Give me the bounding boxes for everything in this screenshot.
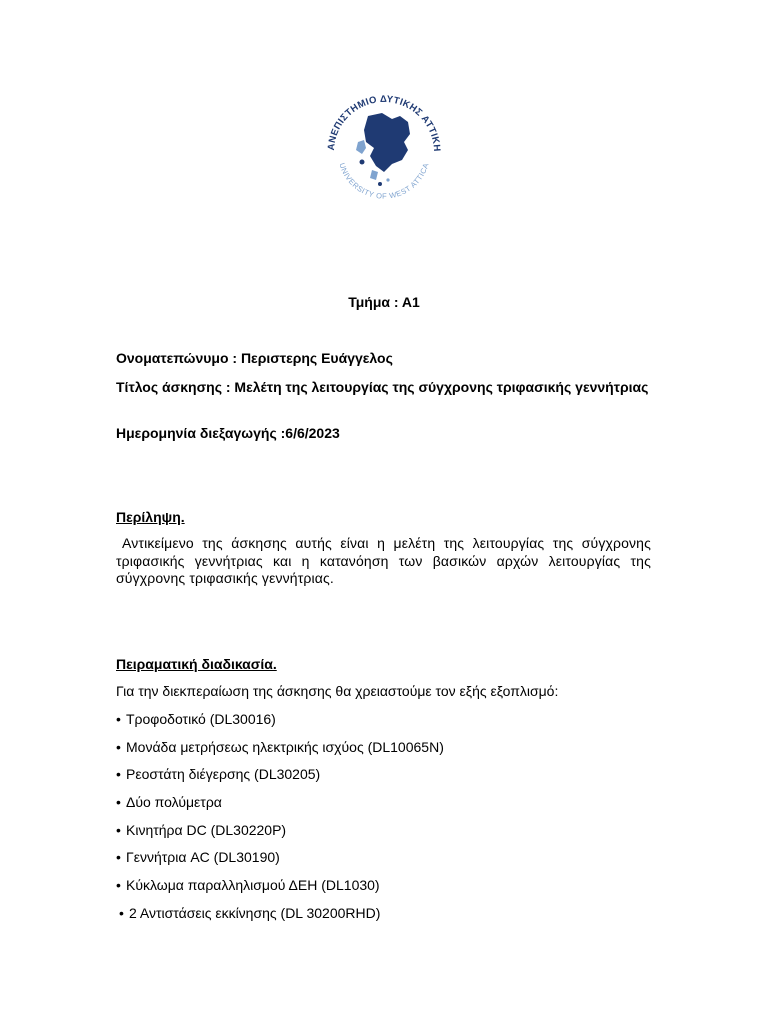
bullet-icon: •: [116, 738, 121, 755]
equipment-item: Δύο πολύμετρα: [126, 794, 222, 811]
list-item: [116, 822, 444, 850]
procedure-heading: Πειραματική διαδικασία.: [116, 656, 277, 672]
bullet-icon: •: [116, 711, 121, 727]
procedure-intro: Για την διεκπεραίωση της άσκησης θα χρειαστούμε τον εξής εξοπλισμό:: [116, 683, 559, 699]
list-item: [116, 849, 444, 877]
student-name: Ονοματεπώνυμο : Περιστερης Ευάγγελος: [116, 350, 393, 366]
bullet-icon: •: [116, 821, 121, 838]
equipment-item: Ρεοστάτη διέγερσης (DL30205): [126, 766, 321, 783]
equipment-list: [116, 711, 444, 933]
equipment-item: Κύκλωμα παραλληλισμού ΔΕΗ (DL1030): [126, 877, 380, 894]
summary-text: Αντικείμενο της άσκησης αυτής είναι η μελέτη της λειτουργίας της σύγχρονης τριφασικής γεννήτριας και η κατανόηση των βασικών αρχών λειτουργίας της σύγχρονης τριφασικής γεννήτριας.: [116, 535, 651, 586]
bullet-icon: •: [116, 794, 121, 811]
exercise-date: Ημερομηνία διεξαγωγής :6/6/2023: [116, 425, 340, 441]
bullet-icon: •: [119, 904, 124, 921]
list-item: [116, 905, 444, 933]
university-seal-icon: [318, 86, 450, 218]
exercise-title: Τίτλος άσκησης : Μελέτη της λειτουργίας της σύγχρονης τριφασικής γεννήτριας: [116, 379, 649, 395]
svg-text:UNIVERSITY OF WEST ATTICA: UNIVERSITY OF WEST ATTICA: [337, 161, 431, 201]
university-logo: [318, 86, 450, 218]
list-item: [116, 766, 444, 794]
summary-heading: Περίληψη.: [116, 509, 185, 525]
equipment-item: Γεννήτρια AC (DL30190): [126, 849, 280, 866]
equipment-item: Μονάδα μετρήσεως ηλεκτρικής ισχύος (DL10065N): [126, 738, 444, 755]
department-label: Τμήμα : Α1: [348, 294, 420, 310]
equipment-item: 2 Αντιστάσεις εκκίνησης (DL 30200RHD): [129, 904, 381, 921]
svg-text:ΠΑΝΕΠΙΣΤΗΜΙΟ ΔΥΤΙΚΗΣ ΑΤΤΙΚΗΣ: ΑΝΕΠΙΣΤΗΜΙΟ ΔΥΤΙΚΗΣ ΑΤΤΙΚΗ: [325, 93, 443, 153]
equipment-item: Κινητήρα DC (DL30220P): [126, 821, 287, 838]
bullet-icon: •: [116, 849, 121, 866]
bullet-icon: •: [116, 877, 121, 894]
equipment-item: Τροφοδοτικό (DL30016): [126, 711, 276, 727]
list-item: [116, 711, 444, 739]
list-item: [116, 739, 444, 767]
list-item: [116, 794, 444, 822]
list-item: [116, 877, 444, 905]
bullet-icon: •: [116, 766, 121, 783]
